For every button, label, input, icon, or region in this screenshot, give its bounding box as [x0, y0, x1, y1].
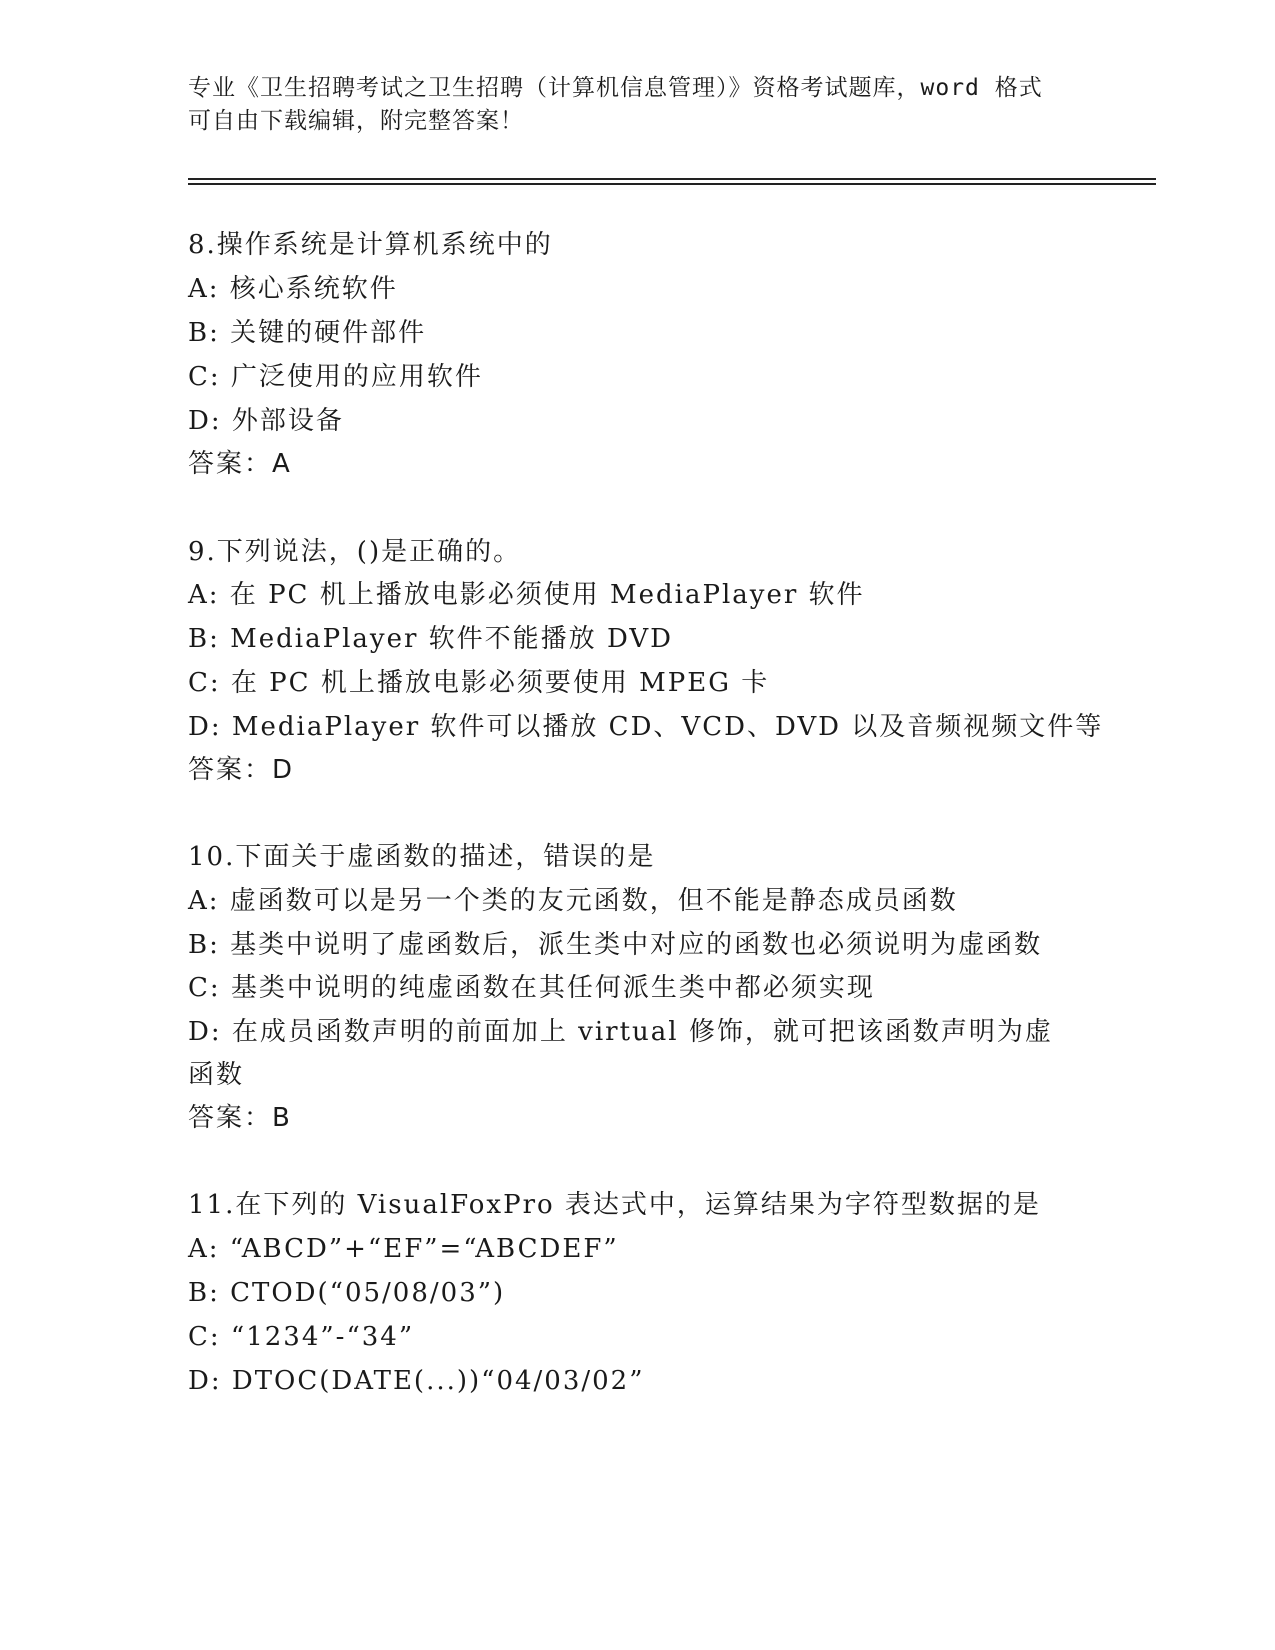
header-line-1: 专业《卫生招聘考试之卫生招聘（计算机信息管理）》资格考试题库，word 格式 [188, 75, 1043, 101]
question-9-option-d: D: MediaPlayer 软件可以播放 CD、VCD、DVD 以及音频视频文件等 [188, 712, 1104, 742]
question-10-answer: 答案：B [188, 1103, 292, 1133]
question-8-option-c: C: 广泛使用的应用软件 [188, 362, 483, 392]
question-10-stem: 10.下面关于虚函数的描述，错误的是 [188, 842, 656, 872]
question-11-option-b: B: CTOD(“05/08/03”) [188, 1278, 506, 1308]
question-11-option-d: D: DTOC(DATE(...))“04/03/02” [188, 1366, 645, 1396]
header-line-2: 可自由下载编辑，附完整答案！ [188, 108, 524, 134]
header-divider-bottom [188, 183, 1156, 185]
question-10-option-c: C: 基类中说明的纯虚函数在其任何派生类中都必须实现 [188, 973, 875, 1003]
question-11-option-c: C: “1234”-“34” [188, 1322, 415, 1352]
question-8-option-d: D: 外部设备 [188, 406, 344, 436]
question-10-option-b: B: 基类中说明了虚函数后，派生类中对应的函数也必须说明为虚函数 [188, 930, 1043, 960]
question-11-stem: 11.在下列的 VisualFoxPro 表达式中，运算结果为字符型数据的是 [188, 1190, 1041, 1220]
question-10-option-a: A: 虚函数可以是另一个类的友元函数，但不能是静态成员函数 [188, 886, 958, 916]
document-header [188, 72, 1068, 138]
question-9-option-c: C: 在 PC 机上播放电影必须要使用 MPEG 卡 [188, 668, 770, 698]
header-divider-top [188, 178, 1156, 180]
question-8-stem: 8.操作系统是计算机系统中的 [188, 230, 553, 260]
question-8-option-b: B: 关键的硬件部件 [188, 318, 427, 348]
question-9-stem: 9.下列说法，()是正确的。 [188, 537, 522, 567]
question-9-answer: 答案：D [188, 755, 295, 785]
question-8-answer: 答案：A [188, 449, 292, 479]
question-10-option-d-continued: 函数 [188, 1060, 245, 1090]
question-10-option-d: D: 在成员函数声明的前面加上 virtual 修饰，就可把该函数声明为虚 [188, 1017, 1053, 1047]
question-9-option-b: B: MediaPlayer 软件不能播放 DVD [188, 624, 673, 654]
question-11-option-a: A: “ABCD”+“EF”=“ABCDEF” [188, 1234, 619, 1264]
question-9-option-a: A: 在 PC 机上播放电影必须使用 MediaPlayer 软件 [188, 580, 865, 610]
question-8-option-a: A: 核心系统软件 [188, 274, 398, 304]
